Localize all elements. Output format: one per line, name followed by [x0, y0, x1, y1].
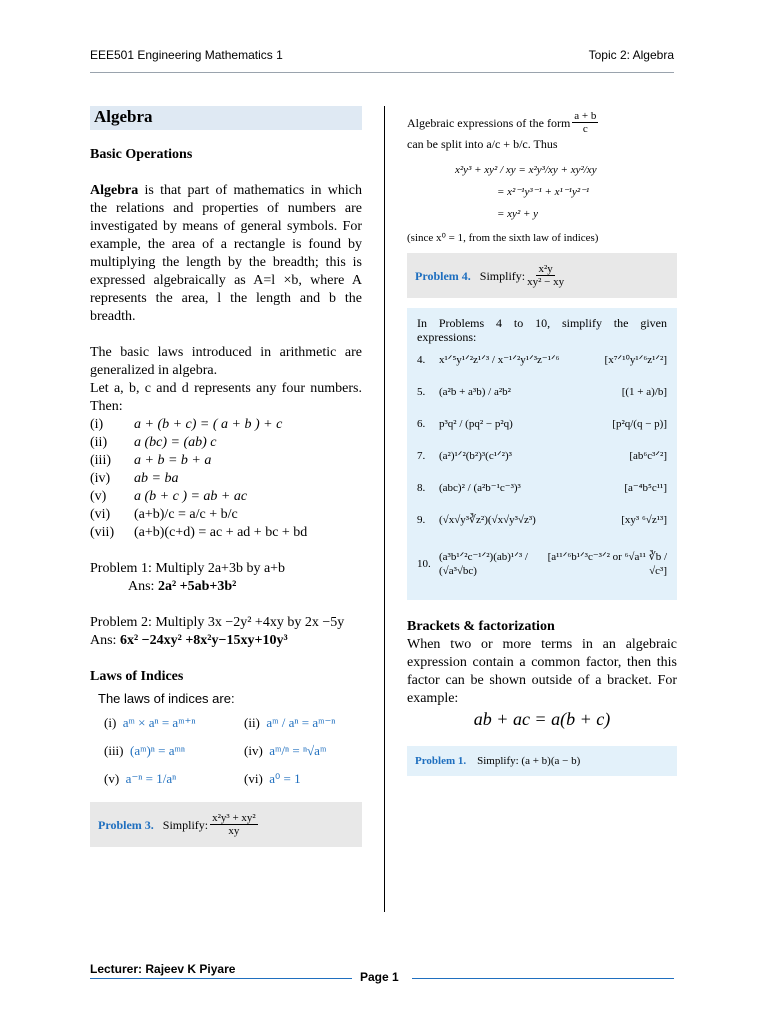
problem2-answer: Ans: 6x² −24xy² +8x²y−15xy+10y³ [90, 633, 288, 648]
page-footer [90, 962, 674, 986]
problem3-panel [90, 802, 362, 847]
column-divider [384, 106, 385, 912]
law-item: (v) a (b + c ) = ab + ac [90, 489, 248, 504]
course-title: EEE501 Engineering Mathematics 1 [90, 48, 283, 62]
law-item: (vii) (a+b)(c+d) = ac + ad + bc + bd [90, 525, 308, 540]
exercise-panel [407, 308, 677, 600]
exercise-item: 7. (a²)¹ᐟ²(b²)³(c¹ᐟ²)³ [ab⁶c³ᐟ²] [417, 450, 667, 462]
index-law: (vi) a⁰ = 1 [244, 771, 301, 786]
index-law: (iii) (aᵐ)ⁿ = aᵐⁿ [104, 743, 185, 758]
indices-intro: The laws of indices are: [98, 691, 235, 706]
algebra-bold: Algebra [90, 183, 139, 198]
algebra-paragraph-text: is that part of mathematics in which the relations and properties of numbers are investigated by means of general symbols. For example, the area of a rectangle is found by multiplying the length by the breadth; this is expressed algebraically as A=l ×b, where A represents the area, l the length and b the breadth. [90, 183, 362, 324]
left-column [90, 106, 362, 847]
exercise-item: 6. p³q² / (pq² − p²q) [p²q/(q − p)] [417, 418, 667, 430]
factor-example: ab + ac = a(b + c) [473, 709, 611, 729]
topic-title: Topic 2: Algebra [588, 48, 674, 62]
exercise-item: 10. (a³b¹ᐟ²c⁻¹ᐟ²)(ab)¹ᐟ³ / (√a³√bc) [a¹¹ᐟ⁶b¹ᐟ³c⁻³ᐟ² or ⁶√a¹¹ ∛b / √c³] [417, 551, 667, 577]
problem1-answer: Ans: 2a² +5ab+3b² [128, 579, 237, 594]
indices-list [90, 714, 362, 788]
algebra-paragraph [90, 182, 362, 326]
index-law: (v) a⁻ⁿ = 1/aⁿ [104, 771, 177, 786]
problem3-text: Simplify: [162, 817, 209, 832]
law-item: (iii) a + b = b + a [90, 453, 212, 468]
problem1-question: Problem 1: Multiply 2a+3b by a+b [90, 561, 286, 576]
basic-operations-heading: Basic Operations [90, 147, 193, 162]
problem3-fraction: $\frac{\text{x²y³ + xy²}}{xy}$ [212, 812, 256, 837]
brackets-heading: Brackets & factorization [407, 619, 555, 634]
brackets-paragraph: When two or more terms in an algebraic expression contain a common factor, then this factor can be shown outside of a bracket. For example: [407, 637, 677, 706]
law-item: (i) a + (b + c) = ( a + b ) + c [90, 417, 283, 432]
exercise-item: 8. (abc)² / (a²b⁻¹c⁻³)³ [a⁻⁴b⁵c¹¹] [417, 482, 667, 494]
exercise-item: 5. (a²b + a³b) / a²b² [(1 + a)/b] [417, 386, 667, 398]
numbers-paragraph: Let a, b, c and d represents any four numbers. Then: [90, 381, 362, 414]
problem1-panel: Problem 1. Simplify: (a + b)(a − b) [407, 746, 677, 776]
lecturer-name: Lecturer: Rajeev K Piyare [90, 962, 236, 976]
footer-rule-right [412, 978, 674, 979]
page-header [90, 48, 674, 73]
index-law: (ii) aᵐ / aⁿ = aᵐ⁻ⁿ [244, 715, 336, 730]
problem4-label: Problem 4. [415, 268, 471, 283]
problem3-label: Problem 3. [98, 817, 154, 832]
right-column [407, 110, 677, 776]
exercise-intro: In Problems 4 to 10, simplify the given expressions: [417, 316, 667, 344]
exercise-item: 4. x¹ᐟ⁵y¹ᐟ²z¹ᐟ³ / x⁻¹ᐟ²y¹ᐟ³z⁻¹ᐟ⁶ [x⁷ᐟ¹⁰y¹ᐟ⁶z¹ᐟ²] [417, 354, 667, 366]
exercise-item: 9. (√x√y³∛z²)(√x√y³√z³) [xy³ ⁶√z¹³] [417, 514, 667, 526]
law-item: (iv) ab = ba [90, 471, 179, 486]
laws-of-indices-heading: Laws of Indices [90, 669, 184, 684]
problem4-panel: Problem 4. Simplify: $\frac{\text{x²y}}{\text{xy² − xy}}$ [407, 253, 677, 298]
section-title: Algebra [90, 106, 362, 130]
basic-laws-paragraph: The basic laws introduced in arithmetic are generalized in algebra. [90, 345, 362, 378]
sixth-law-note: (since x⁰ = 1, from the sixth law of indices) [407, 232, 599, 244]
problem2-question: Problem 2: Multiply 3x −2y² +4xy by 2x −5y [90, 615, 345, 630]
split-intro: Algebraic expressions of the form $\frac{a + b}{c}$ can be split into a/c + b/c. Thus [407, 110, 597, 151]
footer-rule-left [90, 978, 352, 979]
page-number: Page 1 [360, 970, 399, 984]
law-item: (vi) (a+b)/c = a/c + b/c [90, 507, 238, 522]
index-law: (i) aᵐ × aⁿ = aᵐ⁺ⁿ [104, 715, 196, 730]
worked-example: x²y³ + xy² / xy = x²y³/xy + xy²/xy = x²⁻¹y³⁻¹ + x¹⁻¹y²⁻¹ = xy² + y [455, 164, 597, 220]
law-item: (ii) a (bc) = (ab) c [90, 435, 217, 450]
index-law: (iv) aᵐ/ⁿ = ⁿ√aᵐ [244, 743, 327, 758]
laws-list [90, 416, 362, 542]
